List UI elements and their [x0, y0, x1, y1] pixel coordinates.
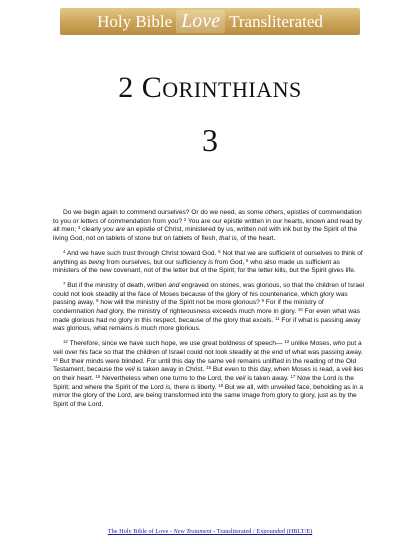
paragraph — [53, 209, 366, 244]
text-run: how will the ministry of the Spirit not be more glorious? — [98, 299, 262, 307]
chapter-number: 3 — [202, 122, 218, 158]
text-run: Not that we are sufficient of ourselves to think of anything as — [53, 249, 363, 266]
paragraph — [53, 282, 366, 334]
italic-text: is — [208, 258, 214, 266]
italic-text: letters — [80, 217, 99, 225]
text-run: Nevertheless when one turns to the Lord, the — [100, 374, 236, 382]
text-run: And we have such trust through Christ toward God. — [65, 249, 219, 257]
text-run: liberty. — [195, 383, 219, 391]
verse-number: 2 — [183, 216, 187, 222]
text-run: clearly — [80, 226, 104, 234]
verse-number: 11 — [275, 315, 280, 321]
verse-number: 10 — [297, 307, 303, 313]
italic-text: was — [53, 325, 65, 333]
text-run: The Holy Bible of Love - — [107, 528, 174, 535]
text-run: there — [172, 383, 191, 391]
verse-number: 5 — [218, 248, 221, 254]
text-run: much more glorious. — [139, 325, 201, 333]
text-run: For even what was made glorious had no glory in this respect, because of the glory that excels. — [53, 308, 360, 324]
text-run: from ourselves, but our sufficiency — [104, 258, 209, 266]
italic-text: New Testament — [173, 528, 212, 535]
verse-number: 14 — [53, 356, 58, 362]
verse-number: 18 — [218, 382, 223, 388]
verse-number: 4 — [63, 248, 66, 254]
text-run: who also made us sufficient as ministers of the new covenant, not of the letter but of the Spirit; for the letter kills, but the Spirit gives life. — [53, 258, 356, 275]
text-run: You are our epistle written in our hearts, known and read by all men; — [53, 217, 362, 234]
verse-number: 3 — [77, 225, 81, 231]
italic-text: glory — [319, 290, 335, 298]
paragraph — [53, 250, 366, 276]
text-run: was passing away, — [53, 290, 348, 307]
verse-number: 13 — [284, 339, 290, 345]
italic-text: is — [190, 383, 196, 391]
text-run: Now the Lord is the Spirit; and where the Spirit of the Lord — [53, 374, 354, 391]
book-title — [0, 71, 420, 105]
verse-number: 8 — [96, 298, 99, 304]
italic-text: being — [88, 258, 105, 266]
text-run: Therefore, since we have such hope, we use great boldness of speech— — [67, 340, 285, 348]
text-run: unlike Moses, — [289, 340, 334, 348]
text-run: glorious, what remains — [64, 325, 135, 333]
text-run: of commendation from you? — [98, 217, 184, 225]
verse-number: 17 — [290, 373, 296, 379]
italic-text: is — [134, 325, 140, 333]
text-run: For if the ministry of condemnation — [53, 299, 324, 316]
italic-text: veil — [124, 366, 135, 374]
text-run: put a veil over his face so that the children of Israel could not look steadily at the end of what was passing away. — [53, 340, 363, 356]
italic-text: veil — [235, 374, 246, 382]
italic-text: you are — [103, 226, 126, 234]
banner-title-part1: Holy Bible — [97, 11, 173, 31]
chapter-text — [53, 209, 366, 416]
verse-number: 7 — [63, 280, 66, 286]
text-run: But we all, with unveiled face, beholding as in a mirror the glory of the Lord, are being transformed into the same image from glory to glory, just as by the Spirit of the Lord. — [53, 383, 364, 409]
text-run: But if the ministry of death, written — [65, 281, 169, 289]
italic-text: had — [96, 308, 108, 316]
italic-text: others — [264, 209, 284, 216]
italic-text: who — [333, 340, 346, 348]
text-run: is taken away. — [245, 374, 291, 382]
site-banner — [60, 8, 360, 35]
italic-text: and — [168, 281, 180, 289]
text-run: For if what is passing away — [279, 316, 361, 324]
banner-title-part2: Transliterated — [229, 11, 323, 31]
text-run: , epistles of commendation to you or — [53, 209, 362, 225]
book-title-text: 2 CORINTHIANS — [118, 71, 302, 104]
verse-number: 15 — [206, 365, 211, 371]
text-run: Do we begin again to commend ourselves? Or do we need, as some — [63, 209, 265, 216]
italic-text: that is, — [219, 235, 239, 243]
text-run: glory, the ministry of righteousness exceeds much more in glory. — [107, 308, 298, 316]
text-run: But even to this day, when Moses is read, a veil lies on their heart. — [53, 366, 364, 382]
text-run: engraved on stones, was glorious, so that the children of Israel could not look steadily at the face of Moses because of the glory of his countenance, which — [53, 281, 365, 298]
verse-number: 16 — [95, 373, 101, 379]
footer-link[interactable] — [0, 528, 420, 535]
text-run: - Transliterated / Expounded (HBLT/E) — [211, 528, 313, 535]
paragraph — [53, 340, 366, 410]
text-run: of the heart. — [238, 235, 276, 243]
text-run: an epistle of Christ, ministered by us, written not with ink but by the Spirit of the living God, not on tablets of stone but on tablets of flesh, — [53, 226, 358, 243]
verse-number: 9 — [261, 298, 265, 304]
verse-number: 6 — [246, 257, 249, 263]
italic-text: is, — [165, 383, 173, 391]
text-run: But their minds were blinded. For until this day the same veil remains unlifted in the reading of the Old Testament, because the — [53, 357, 357, 374]
banner-title-love: Love — [176, 10, 225, 33]
text-run: is taken away in Christ. — [134, 366, 207, 374]
verse-number: 12 — [63, 339, 68, 345]
text-run: from God, — [213, 258, 247, 266]
